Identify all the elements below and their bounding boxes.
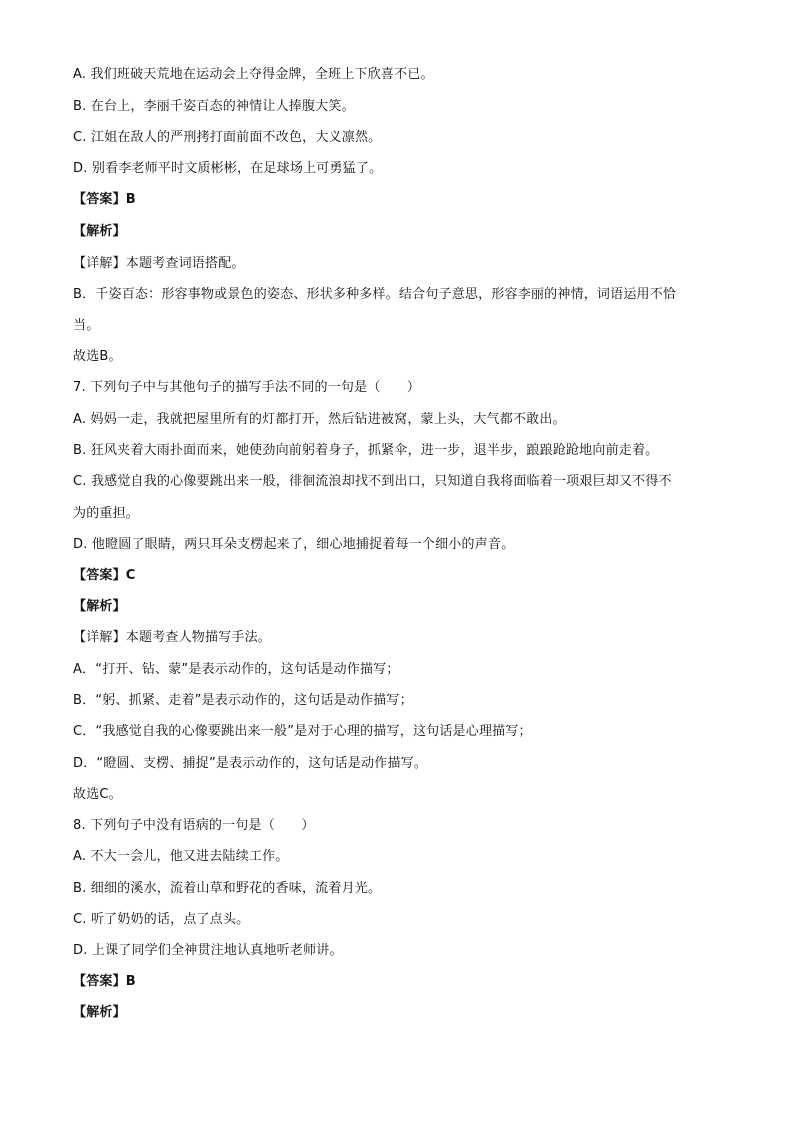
analysis-label: 【解析】 bbox=[73, 599, 126, 614]
detail-line: 【详解】本题考查词语搭配。 bbox=[73, 256, 245, 271]
answer-label: 【答案】C bbox=[73, 568, 136, 583]
option-c-line: 为的重担。 bbox=[73, 506, 140, 521]
option-d-line: D. 上课了同学们全神贯注地认真地听老师讲。 bbox=[73, 943, 343, 958]
option-c-line: C. 我感觉自我的心像要跳出来一般，徘徊流浪却找不到出口，只知道自我将面临着一项艰巨却又不得不 bbox=[73, 474, 672, 489]
option-c-line: C. 江姐在敌人的严刑拷打面前面不改色，大义凛然。 bbox=[73, 130, 382, 145]
option-a-line: A. 不大一会儿，他又进去陆续工作。 bbox=[73, 849, 289, 864]
option-a-line: A. 妈妈一走，我就把屋里所有的灯都打开，然后钻进被窝，蒙上头，大气都不敢出。 bbox=[73, 412, 566, 427]
explanation-line: 当。 bbox=[73, 318, 100, 333]
explanation-line: A．“打开、钻、蒙”是表示动作的，这句话是动作描写； bbox=[73, 662, 400, 677]
question-8-title: 8. 下列句子中没有语病的一句是（ ） bbox=[73, 818, 315, 833]
explanation-line: B．千姿百态：形容事物或景色的姿态、形状多种多样。结合句子意思，形容李丽的神情，词语运用不恰 bbox=[73, 287, 677, 302]
explanation-line: C．“我感觉自我的心像要跳出来一般”是对于心理的描写，这句话是心理描写； bbox=[73, 724, 532, 739]
option-a-line: A. 我们班破天荒地在运动会上夺得金牌，全班上下欣喜不已。 bbox=[73, 67, 434, 82]
answer-label: 【答案】B bbox=[73, 974, 136, 989]
conclusion-line: 故选B。 bbox=[73, 349, 122, 364]
option-d-line: D. 别看李老师平时文质彬彬，在足球场上可勇猛了。 bbox=[73, 161, 383, 176]
option-c-line: C. 听了奶奶的话，点了点头。 bbox=[73, 912, 250, 927]
analysis-label: 【解析】 bbox=[73, 224, 126, 239]
option-b-line: B. 在台上，李丽千姿百态的神情让人捧腹大笑。 bbox=[73, 99, 355, 114]
explanation-line: B．“躬、抓紧、走着”是表示动作的，这句话是动作描写； bbox=[73, 693, 413, 708]
conclusion-line: 故选C。 bbox=[73, 787, 122, 802]
answer-label: 【答案】B bbox=[73, 192, 136, 207]
detail-line: 【详解】本题考查人物描写手法。 bbox=[73, 630, 272, 645]
question-7-title: 7. 下列句子中与其他句子的描写手法不同的一句是（ ） bbox=[73, 380, 421, 395]
option-b-line: B. 细细的溪水，流着山草和野花的香味，流着月光。 bbox=[73, 881, 382, 896]
explanation-line: D．“瞪圆、支楞、捕捉”是表示动作的，这句话是动作描写。 bbox=[73, 756, 428, 771]
analysis-label: 【解析】 bbox=[73, 1005, 126, 1020]
option-b-line: B. 狂风夹着大雨扑面而来，她使劲向前躬着身子，抓紧伞，进一步，退半步，踉踉跄跄地向前走着。 bbox=[73, 443, 659, 458]
option-d-line: D. 他瞪圆了眼睛，两只耳朵支楞起来了，细心地捕捉着每一个细小的声音。 bbox=[73, 537, 515, 552]
